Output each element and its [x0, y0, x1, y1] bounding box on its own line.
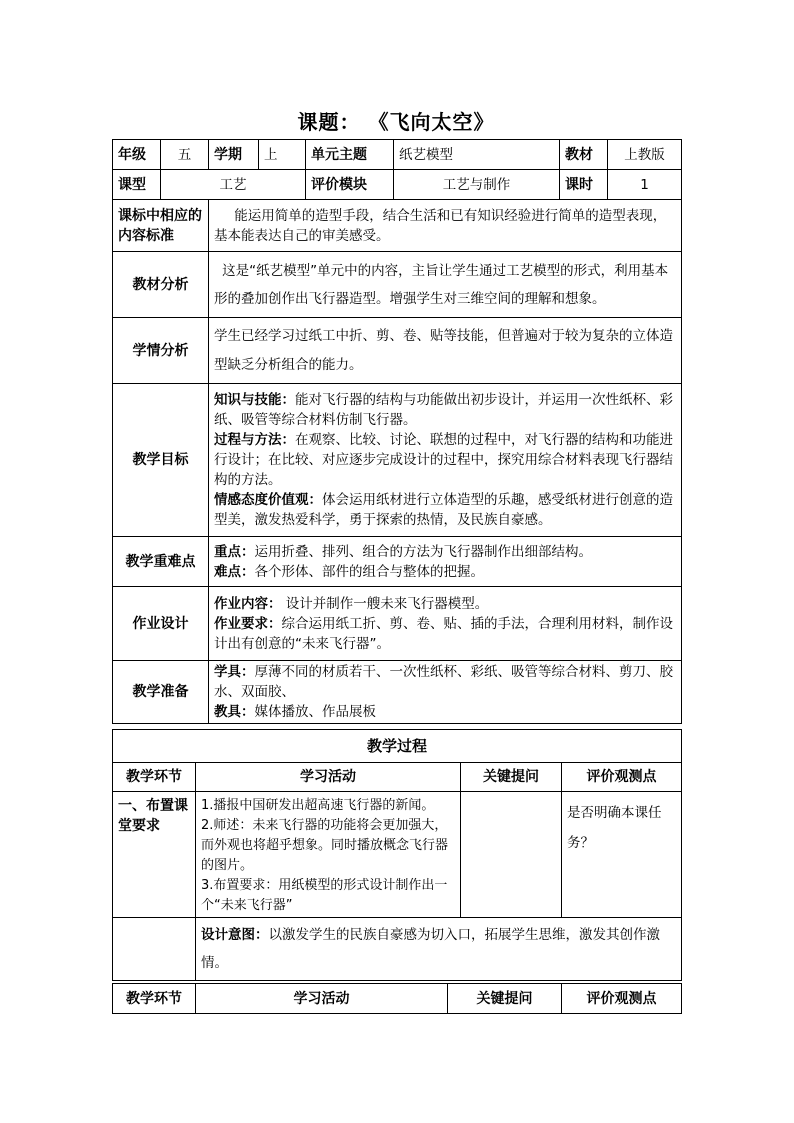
difficulty-text: 各个形体、部件的组合与整体的把握。 [254, 563, 484, 580]
goal-attitude-label: 情感态度价值观： [214, 492, 322, 508]
row1-activities [196, 792, 461, 918]
process-table-continued [112, 983, 682, 1014]
process-column-row [113, 763, 682, 792]
standard-row [113, 200, 682, 252]
term-label: 学期 [209, 140, 259, 170]
col-stage-2: 教学环节 [113, 984, 196, 1014]
design-intent-spacer [113, 918, 196, 981]
standard-text: 能运用简单的造型手段，结合生活和已有知识经验进行简单的造型表现，基本能表达自己的审美感受。 [209, 200, 682, 252]
col-question-2: 关键提问 [448, 984, 562, 1014]
prep-label: 教学准备 [113, 661, 209, 724]
student-tools-text: 厚薄不同的材质若干、一次性纸杯、彩纸、吸管等综合材料、剪刀、胶水、双面胶、 [214, 664, 673, 700]
col-eval: 评价观测点 [562, 763, 682, 792]
row1-question [461, 792, 562, 918]
goal-attitude-text: 体会运用纸材进行立体造型的乐趣，感受纸材进行创意的造型美，激发热爱科学，勇于探索的热情，及民族自豪感。 [214, 492, 673, 528]
col-stage: 教学环节 [113, 763, 196, 792]
hw-requirement-label: 作业要求： [214, 615, 282, 632]
hw-requirement-text: 综合运用纸工折、剪、卷、贴、插的手法，合理利用材料，制作设计出有创意的“未来飞行器”。 [214, 615, 673, 652]
eval-module-label: 评价模块 [306, 170, 394, 200]
process-table [112, 729, 682, 981]
keypoints-label: 教学重难点 [113, 537, 209, 587]
student-tools-label: 学具： [214, 664, 255, 680]
goal-knowledge-text: 能对飞行器的结构与功能做出初步设计，并运用一次性纸杯、彩纸、吸管等综合材料仿制飞行器。 [214, 392, 673, 428]
type-label: 课型 [113, 170, 161, 200]
hours-value: 1 [608, 170, 682, 200]
material-row [113, 252, 682, 318]
goal-attitude [214, 490, 676, 530]
row1-activity-2: 2.师述：未来飞行器的功能将会更加强大，而外观也将超乎想象。同时播放概念飞行器的图片。 [201, 818, 449, 873]
process-header: 教学过程 [113, 730, 682, 763]
goal-knowledge-label: 知识与技能： [214, 392, 295, 408]
eval-module-value: 工艺与制作 [394, 170, 560, 200]
difficulty-label: 难点： [214, 563, 255, 580]
col-activity-2: 学习活动 [196, 984, 448, 1014]
col-activity: 学习活动 [196, 763, 461, 792]
info-row-1 [113, 140, 682, 170]
grade-label: 年级 [113, 140, 161, 170]
student-text: 学生已经学习过纸工中折、剪、卷、贴等技能，但普遍对于较为复杂的立体造型缺乏分析组合的能力。 [209, 318, 682, 384]
info-row-2 [113, 170, 682, 200]
design-intent-row [113, 918, 682, 981]
standard-label: 课标中相应的内容标准 [113, 200, 209, 252]
teacher-tools-text: 媒体播放、作品展板 [254, 704, 376, 720]
grade-value: 五 [161, 140, 209, 170]
row1-activity-3: 3.布置要求：用纸模型的形式设计制作出一个“未来飞行器” [201, 878, 448, 913]
keypoints-row [113, 537, 682, 587]
textbook-value: 上教版 [608, 140, 682, 170]
keypoints-content [209, 537, 682, 587]
design-intent-text: 以激发学生的民族自豪感为切入口，拓展学生思维，激发其创作激情。 [201, 927, 660, 971]
row1-activity-1: 1.播报中国研发出超高速飞行器的新闻。 [201, 798, 435, 813]
prep-content [209, 661, 682, 724]
homework-content [209, 587, 682, 661]
key-text: 运用折叠、排列、组合的方法为飞行器制作出细部结构。 [254, 543, 592, 560]
type-value: 工艺 [161, 170, 306, 200]
textbook-label: 教材 [560, 140, 608, 170]
goal-process-text: 在观察、比较、讨论、联想的过程中，对飞行器的结构和功能进行设计；在比较、对应逐步完成设计的过程中，探究用综合材料表现飞行器结构的方法。 [214, 432, 673, 488]
unit-value: 纸艺模型 [394, 140, 560, 170]
col-eval-2: 评价观测点 [562, 984, 682, 1014]
material-label: 教材分析 [113, 252, 209, 318]
term-value: 上 [259, 140, 306, 170]
goal-process [214, 430, 676, 490]
hw-content-text: 设计并制作一艘未来飞行器模型。 [281, 595, 489, 612]
goal-knowledge [214, 390, 676, 430]
row1-eval: 是否明确本课任务？ [562, 792, 682, 918]
process-header-row [113, 730, 682, 763]
unit-label: 单元主题 [306, 140, 394, 170]
process-row-1 [113, 792, 682, 918]
material-text: 这是“纸艺模型”单元中的内容，主旨让学生通过工艺模型的形式，利用基本形的叠加创作出飞行器造型。增强学生对三维空间的理解和想象。 [209, 252, 682, 318]
student-label: 学情分析 [113, 318, 209, 384]
homework-label: 作业设计 [113, 587, 209, 661]
lesson-info-table [112, 139, 682, 724]
teacher-tools-label: 教具： [214, 704, 255, 720]
goals-content [209, 384, 682, 537]
goals-label: 教学目标 [113, 384, 209, 537]
prep-row [113, 661, 682, 724]
key-label: 重点： [214, 543, 255, 560]
hours-label: 课时 [560, 170, 608, 200]
design-intent-label: 设计意图： [201, 927, 269, 943]
process-column-row-2 [113, 984, 682, 1014]
goals-row [113, 384, 682, 537]
col-question: 关键提问 [461, 763, 562, 792]
hw-content-label: 作业内容： [214, 595, 282, 612]
design-intent [196, 918, 682, 981]
homework-row [113, 587, 682, 661]
goal-process-label: 过程与方法： [214, 432, 295, 448]
page-title: 课题： 《飞向太空》 [297, 110, 495, 134]
student-row [113, 318, 682, 384]
row1-stage: 一、布置课堂要求 [113, 792, 196, 918]
